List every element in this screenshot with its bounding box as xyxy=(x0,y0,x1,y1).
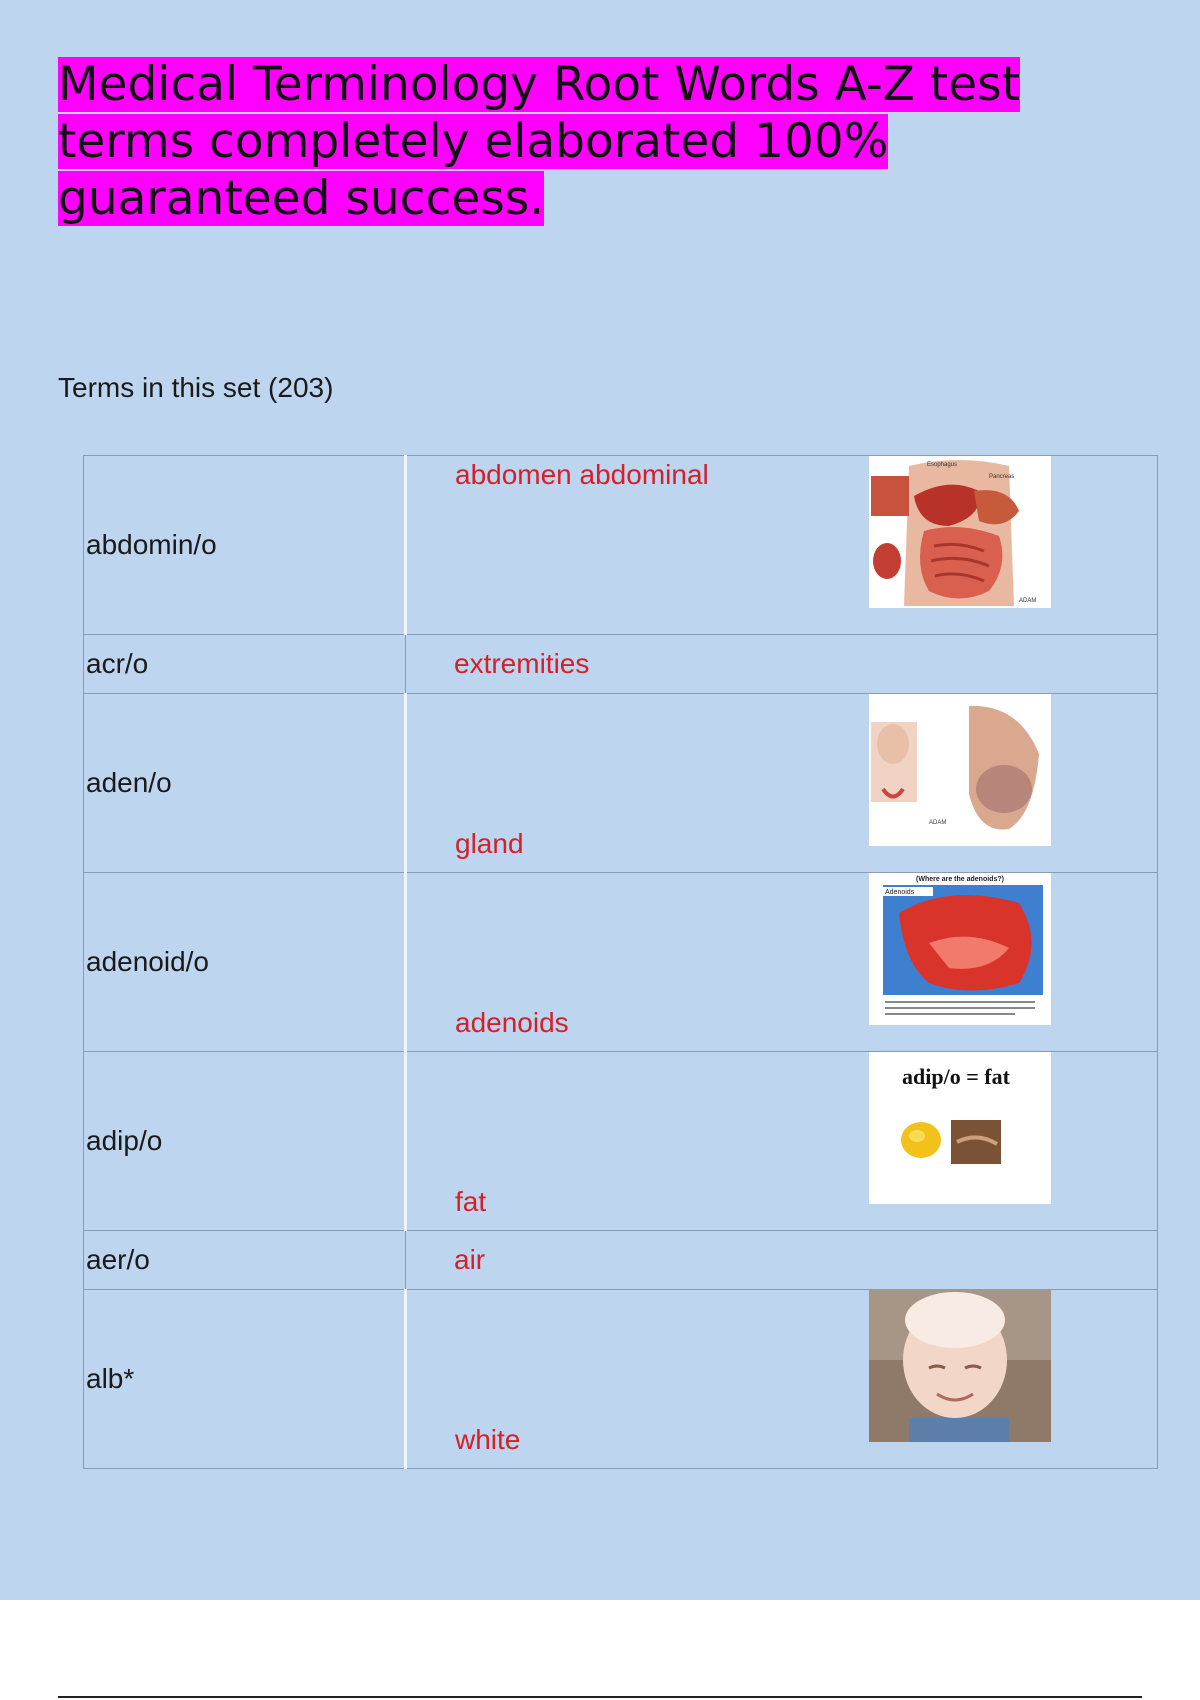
term-cell: adenoid/o xyxy=(84,873,406,1052)
adenoids-image-caption: (Where are the adenoids?) xyxy=(916,876,1004,883)
term-cell: adip/o xyxy=(84,1052,406,1231)
adenoids-image-label: Adenoids xyxy=(885,889,915,896)
table-row xyxy=(84,873,1158,1052)
svg-text:ADAM: ADAM xyxy=(1019,598,1037,604)
term-cell: aden/o xyxy=(84,694,406,873)
footer-divider xyxy=(58,1696,1142,1698)
terms-table xyxy=(83,455,1158,1469)
svg-text:ADAM: ADAM xyxy=(929,820,947,826)
table-row xyxy=(84,694,1158,873)
gland-image xyxy=(869,694,1051,846)
definition-cell xyxy=(406,635,1158,694)
table-row xyxy=(84,635,1158,694)
definition-text: white xyxy=(455,1424,521,1455)
definition-text: fat xyxy=(455,1186,487,1217)
svg-text:Pancreas: Pancreas xyxy=(989,474,1015,480)
svg-text:Esophagus: Esophagus xyxy=(927,462,958,468)
definition-text: air xyxy=(454,1244,486,1275)
term-cell: abdomin/o xyxy=(84,456,406,635)
definition-text: adenoids xyxy=(455,1007,569,1038)
definition-text: abdomen abdominal xyxy=(455,459,709,490)
abdominal-organs-image xyxy=(869,456,1051,608)
table-row xyxy=(84,456,1158,635)
definition-text: gland xyxy=(455,828,524,859)
term-cell: alb* xyxy=(84,1290,406,1469)
adenoids-image xyxy=(869,873,1051,1025)
definition-cell xyxy=(406,1231,1158,1290)
term-cell: acr/o xyxy=(84,635,406,694)
fat-image xyxy=(869,1052,1051,1204)
terms-count-label: Terms in this set (203) xyxy=(58,372,334,403)
definition-cell xyxy=(406,1290,1158,1469)
document-title: Medical Terminology Root Words A-Z test terms completely elaborated 100% guaranteed success. xyxy=(58,57,1021,226)
table-row xyxy=(84,1290,1158,1469)
definition-cell xyxy=(406,873,1158,1052)
term-cell: aer/o xyxy=(84,1231,406,1290)
fat-image-caption: adip/o = fat xyxy=(902,1064,1010,1089)
definition-text: extremities xyxy=(454,648,590,679)
definition-cell xyxy=(406,456,1158,635)
definition-cell xyxy=(406,1052,1158,1231)
table-row xyxy=(84,1231,1158,1290)
table-row xyxy=(84,1052,1158,1231)
definition-cell xyxy=(406,694,1158,873)
albino-child-photo xyxy=(869,1290,1051,1442)
